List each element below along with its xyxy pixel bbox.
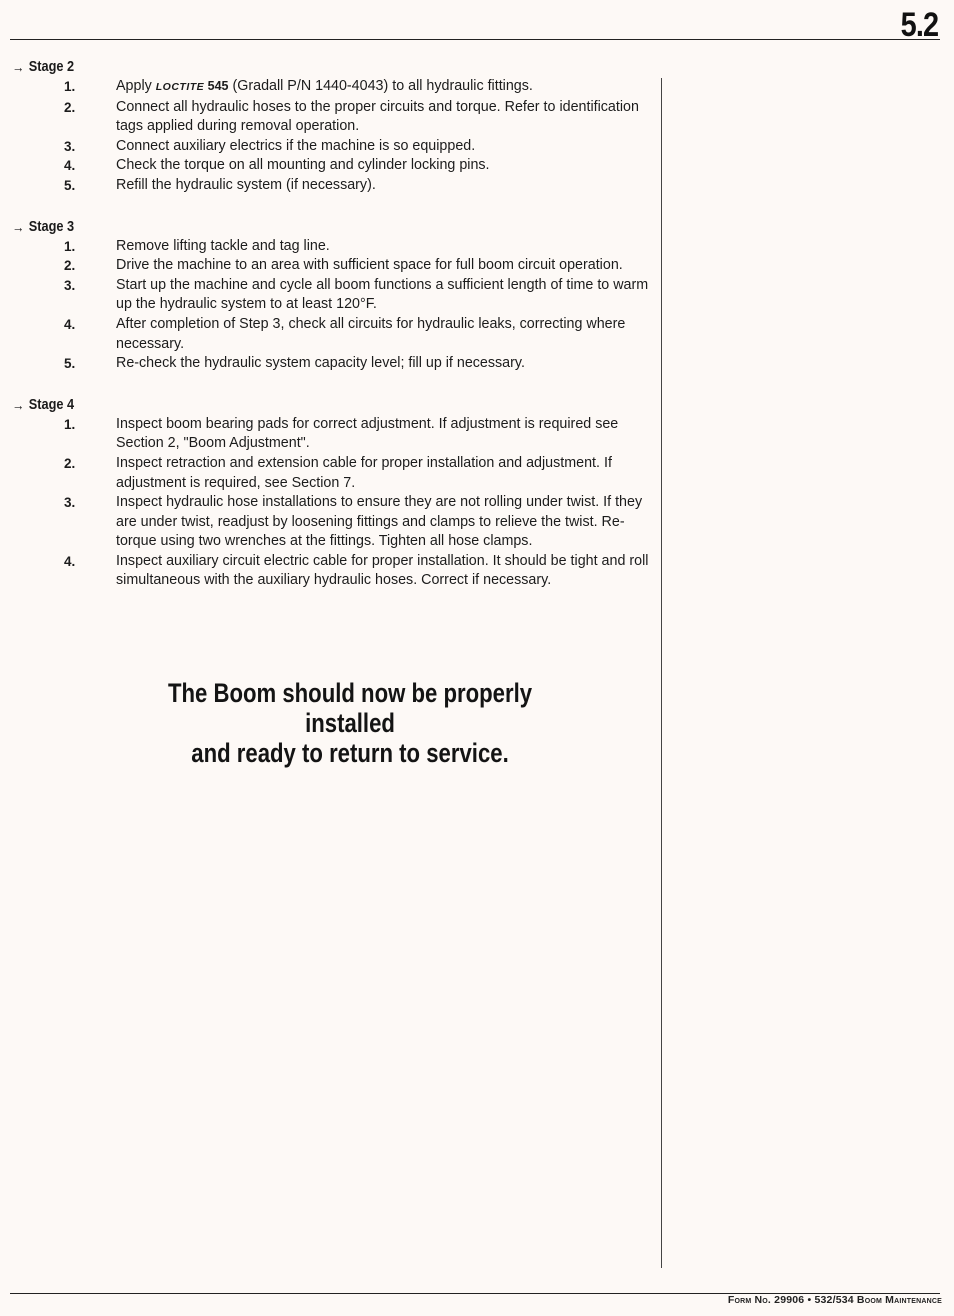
loctite-logo: LOCTITE [155, 81, 205, 93]
step-text: Check the torque on all mounting and cylinder locking pins. [116, 157, 490, 174]
step-text: Connect all hydraulic hoses to the proper circuits and torque. Refer to identification tags applied during removal operation. [116, 98, 639, 135]
step-text: Start up the machine and cycle all boom functions a sufficient length of time to warm up the hydraulic system to at least 120°F. [116, 276, 649, 313]
step-number: 3. [64, 277, 76, 293]
step-item [12, 77, 652, 98]
step-item [12, 454, 652, 493]
step-number: 2. [64, 455, 76, 471]
stage-title: Stage 3 [28, 218, 75, 235]
step-item [12, 176, 652, 196]
procedure-content [12, 58, 652, 613]
step-item [12, 98, 652, 137]
stage-2-section [12, 58, 652, 196]
arrow-icon: → [12, 59, 25, 75]
step-list [12, 415, 652, 591]
step-item [12, 237, 652, 257]
step-number: 1. [64, 238, 76, 254]
step-number: 1. [64, 79, 76, 94]
step-text: Drive the machine to an area with sufficient space for full boom circuit operation. [116, 257, 623, 274]
arrow-icon: → [12, 396, 25, 413]
step-text: Inspect hydraulic hose installations to ensure they are not rolling under twist. If they are under twist, readjust by loosening fittings and clamps to relieve the twist. Re-torque using two wrenches at the fittings. Tighten all hose clamps. [116, 494, 643, 550]
step-item [12, 256, 652, 276]
step-text: Connect auxiliary electrics if the machine is so equipped. [116, 137, 476, 154]
product-number: 545 [204, 79, 229, 93]
step-item [12, 315, 652, 354]
step-text-pre: Apply [116, 78, 156, 94]
step-text: Inspect boom bearing pads for correct adjustment. If adjustment is required see Section 2, "Boom Adjustment". [116, 415, 619, 452]
step-list [12, 77, 652, 196]
stage-heading [12, 58, 575, 77]
step-text [116, 77, 652, 98]
step-number: 4. [64, 158, 76, 174]
closing-line-1: The Boom should now be properly installed [167, 678, 533, 738]
closing-statement [137, 678, 563, 768]
step-number: 4. [64, 553, 76, 569]
step-item [12, 156, 652, 176]
step-number: 1. [64, 416, 76, 432]
step-text: Inspect auxiliary circuit electric cable for proper installation. It should be tight and roll simultaneous with the auxiliary hydraulic hoses. Correct if necessary. [116, 552, 649, 589]
footer-form-number: Form No. 29906 • 532/534 Boom Maintenance [727, 1294, 942, 1306]
step-item [12, 354, 652, 374]
step-text: Remove lifting tackle and tag line. [116, 237, 330, 254]
stage-4-section [12, 396, 652, 591]
step-item [12, 552, 652, 591]
step-item [12, 137, 652, 157]
header-rule [10, 39, 940, 40]
step-item [12, 493, 652, 552]
step-number: 5. [64, 356, 76, 372]
step-list [12, 237, 652, 374]
step-number: 4. [64, 316, 76, 332]
step-item [12, 415, 652, 454]
arrow-icon: → [12, 218, 25, 235]
stage-3-section [12, 218, 652, 374]
column-divider [661, 78, 662, 1268]
step-number: 3. [64, 138, 76, 154]
stage-heading [12, 218, 575, 237]
step-number: 3. [64, 495, 76, 511]
step-item [12, 276, 652, 315]
stage-title: Stage 4 [28, 396, 75, 413]
page-number: 5.2 [900, 6, 938, 44]
step-text-post: (Gradall P/N 1440-4043) to all hydraulic fittings. [228, 78, 533, 94]
step-number: 2. [64, 258, 76, 274]
step-text: Inspect retraction and extension cable for proper installation and adjustment. If adjustment is required, see Section 7. [116, 454, 612, 491]
step-text: Refill the hydraulic system (if necessary). [116, 176, 376, 193]
step-text: After completion of Step 3, check all circuits for hydraulic leaks, correcting where necessary. [116, 315, 626, 352]
stage-heading [12, 396, 575, 415]
step-number: 5. [64, 177, 76, 193]
stage-title: Stage 2 [28, 59, 75, 75]
step-text: Re-check the hydraulic system capacity level; fill up if necessary. [116, 355, 525, 372]
step-number: 2. [64, 99, 76, 115]
closing-line-2: and ready to return to service. [191, 738, 509, 768]
